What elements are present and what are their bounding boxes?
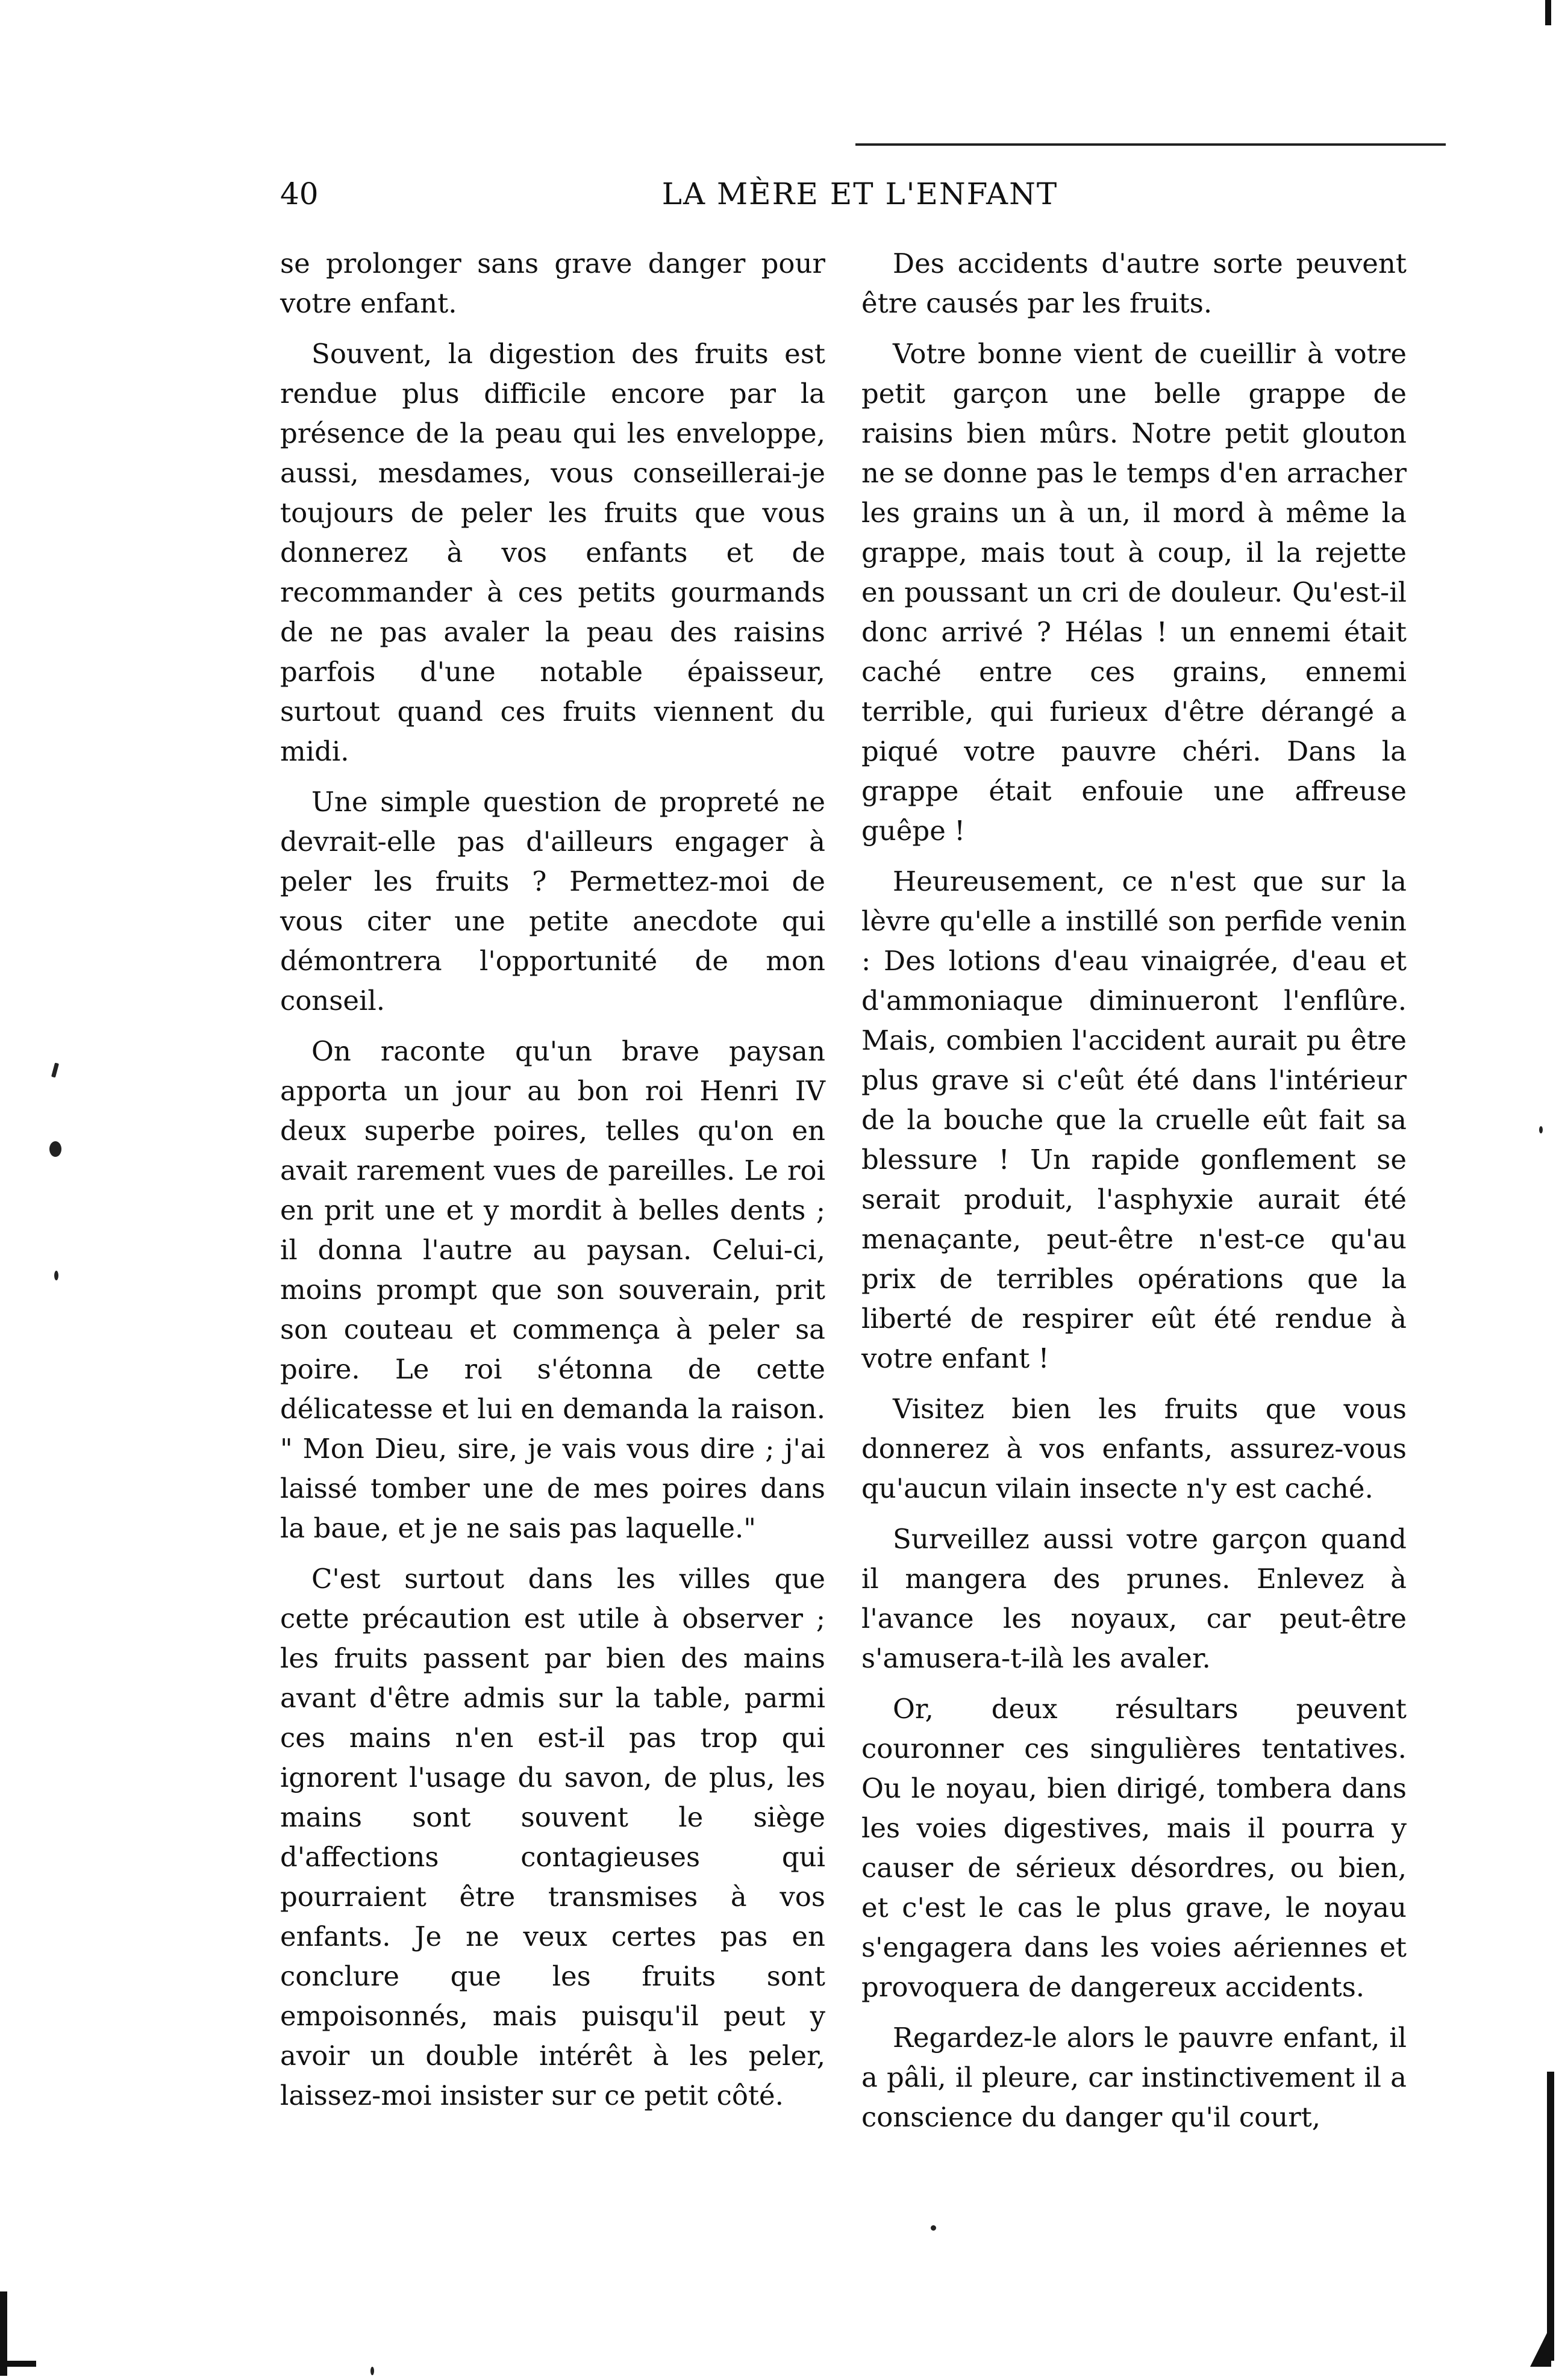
scan-speck [1539,1126,1543,1133]
paragraph: Visitez bien les fruits que vous donnerez à vos enfants, assurez-vous qu'aucun vilain insecte n'y est caché. [861,1393,1407,1504]
scan-speck [54,1271,58,1280]
paragraph: C'est surtout dans les villes que cette précaution est utile à observer ; les fruits passent par bien des mains avant d'être admis sur la table, parmi ces mains n'en est-il pas trop qui ignorent l'usage du savon, de plus, les mains sont souvent le siège d'affections contagieuses qui pourraient être transmises à vos enfants. Je ne veux certes pas en conclure que les fruits sont empoisonnés, mais puisqu'il peut y avoir un double intérêt à les peler, laissez-moi insister sur ce petit côté. [280,1563,825,2111]
paragraph: se prolonger sans grave danger pour votre enfant. [280,248,825,319]
page-number: 40 [280,176,319,211]
scan-speck [51,1063,59,1078]
paragraph: Votre bonne vient de cueillir à votre petit garçon une belle grappe de raisins bien mûrs. Notre petit glouton ne se donne pas le temps d'en arracher les grains un à un, il mord à même la grappe, mais tout à coup, il la rejette en poussant un cri de douleur. Qu'est-il donc arrivé ? Hélas ! un ennemi était caché entre ces grains, ennemi terrible, qui furieux d'être dérangé a piqué votre pauvre chéri. Dans la grappe était enfouie une affreuse guêpe ! [861,338,1407,847]
paragraph: Or, deux résultars peuvent couronner ces singulières tentatives. Ou le noyau, bien dirigé, tombera dans les voies digestives, mais il pourra y causer de sérieux désordres, ou bien, et c'est le cas le plus grave, le noyau s'engagera dans les voies aériennes et provoquera de dangereux accidents. [861,1693,1407,2003]
scan-mark [1547,2072,1554,2361]
page-header [280,176,1440,218]
paragraph: Surveillez aussi votre garçon quand il mangera des prunes. Enlevez à l'avance les noyaux, car peut-être s'amusera-t-ilà les avaler. [861,1523,1407,1674]
paragraph: Heureusement, ce n'est que sur la lèvre qu'elle a instillé son perfide venin : Des lotions d'eau vinaigrée, d'eau et d'ammoniaque diminueront l'enflûre. Mais, combien l'accident aurait pu être plus grave si c'eût été dans l'intérieur de la bouche que la cruelle eût fait sa blessure ! Un rapide gonflement se serait produit, l'asphyxie aurait été menaçante, peut-être n'est-ce qu'au prix de terribles opérations que la liberté de respirer eût été rendue à votre enfant ! [861,865,1407,1374]
header-rule [855,143,1446,146]
paragraph: Une simple question de propreté ne devrait-elle pas d'ailleurs engager à peler les fruits ? Permettez-moi de vous citer une petite anecdote qui démontrera l'opportunité de mon conseil. [280,786,825,1017]
scan-speck [370,2367,374,2375]
right-column [861,244,1407,2148]
paragraph: Regardez-le alors le pauvre enfant, il a pâli, il pleure, car instinctivement il a conscience du danger qu'il court, [861,2022,1407,2133]
scan-mark [0,2361,36,2367]
paragraph: Des accidents d'autre sorte peuvent être causés par les fruits. [861,248,1407,319]
left-column [280,244,825,2126]
scan-mark [1530,2325,1551,2367]
scan-mark [1545,0,1551,25]
paragraph: On raconte qu'un brave paysan apporta un jour au bon roi Henri IV deux superbe poires, telles qu'on en avait rarement vues de pareilles. Le roi en prit une et y mordit à belles dents ; il donna l'autre au paysan. Celui-ci, moins prompt que son souverain, prit son couteau et commença à peler sa poire. Le roi s'étonna de cette délicatesse et lui en demanda la raison. " Mon Dieu, sire, je vais vous dire ; j'ai laissé tomber une de mes poires dans la baue, et je ne sais pas laquelle." [280,1035,825,1544]
scan-speck [49,1141,61,1157]
paragraph: Souvent, la digestion des fruits est rendue plus difficile encore par la présence de la peau qui les enveloppe, aussi, mesdames, vous conseillerai-je toujours de peler les fruits que vous donnerez à vos enfants et de recommander à ces petits gourmands de ne pas avaler la peau des raisins parfois d'une notable épaisseur, surtout quand ces fruits viennent du midi. [280,338,825,767]
scan-speck [931,2225,936,2231]
running-title: LA MÈRE ET L'ENFANT [661,176,1058,211]
